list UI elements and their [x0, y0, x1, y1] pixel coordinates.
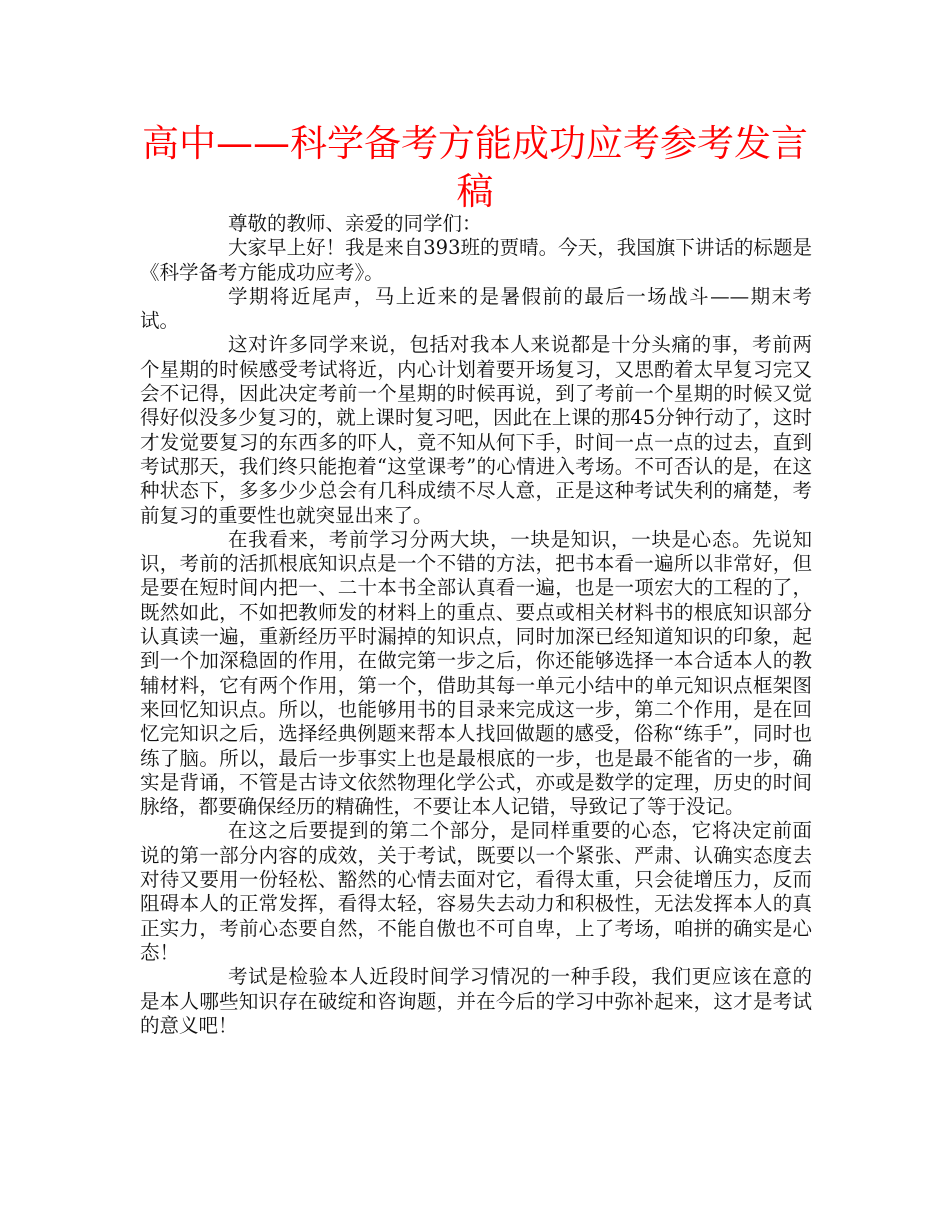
knowledge-paragraph: 在我看来，考前学习分两大块，一块是知识，一块是心态。先说知识，考前的活抓根底知识点是一个不错的方法，把书本看一遍所以非常好，但是要在短时间内把一、二十本书全部认真看一遍，也是一项宏大的工程的了，既然如此，不如把教师发的材料上的重点、要点或相关材料书的根底知识部分认真读一遍，重新经历平时漏掉的知识点，同时加深已经知道知识的印象，起到一个加深稳固的作用，在做完第一步之后，你还能够选择一本合适本人的教辅材料，它有两个作用，第一个，借助其每一单元小结中的单元知识点框架图来回忆知识点。所以，也能够用书的目录来完成这一步，第二个作用，是在回忆完知识之后，选择经典例题来帮本人找回做题的感受，俗称“练手”，同时也练了脑。所以，最后一步事实上也是最根底的一步，也是最不能省的一步，确实是背诵，不管是古诗文依然物理化学公式，亦或是数学的定理，历史的时间脉络，都要确保经历的精确性，不要让本人记错，导致记了等于没记。: [140, 527, 812, 819]
closing-paragraph: 考试是检验本人近段时间学习情况的一种手段，我们更应该在意的是本人哪些知识存在破绽和咨询题，并在今后的学习中弥补起来，这才是考试的意义吧！: [140, 965, 812, 1037]
problem-paragraph: 这对许多同学来说，包括对我本人来说都是十分头痛的事，考前两个星期的时候感受考试将近，内心计划着要开场复习，又思酌着太早复习完又会不记得，因此决定考前一个星期的时候再说，到了考前一个星期的时候又觉得好似没多少复习的，就上课时复习吧，因此在上课的那45分钟行动了，这时才发觉要复习的东西多的吓人，竟不知从何下手，时间一点一点的过去，直到考试那天，我们终只能抱着“这堂课考”的心情进入考场。不可否认的是，在这种状态下，多多少少总会有几科成绩不尽人意，正是这种考试失利的痛楚，考前复习的重要性也就突显出来了。: [140, 333, 812, 527]
speech-body: [140, 212, 812, 1038]
intro-paragraph: 学期将近尾声，马上近来的是暑假前的最后一场战斗——期末考试。: [140, 284, 812, 333]
greeting-paragraph: 大家早上好！我是来自393班的贾晴。今天，我国旗下讲话的标题是《科学备考方能成功应考》。: [140, 236, 812, 284]
page-title: 高中——科学备考方能成功应考参考发言稿: [142, 122, 808, 213]
mindset-paragraph: 在这之后要提到的第二个部分，是同样重要的心态，它将决定前面说的第一部分内容的成效，关于考试，既要以一个紧张、严肃、认确实态度去对待又要用一份轻松、豁然的心情去面对它，看得太重，只会徒增压力，反而阻碍本人的正常发挥，看得太轻，容易失去动力和积极性，无法发挥本人的真正实力，考前心态要自然，不能自傲也不可自卑，上了考场，咱拼的确实是心态！: [140, 819, 812, 964]
salutation-paragraph: 尊敬的教师、亲爱的同学们：: [228, 212, 482, 235]
